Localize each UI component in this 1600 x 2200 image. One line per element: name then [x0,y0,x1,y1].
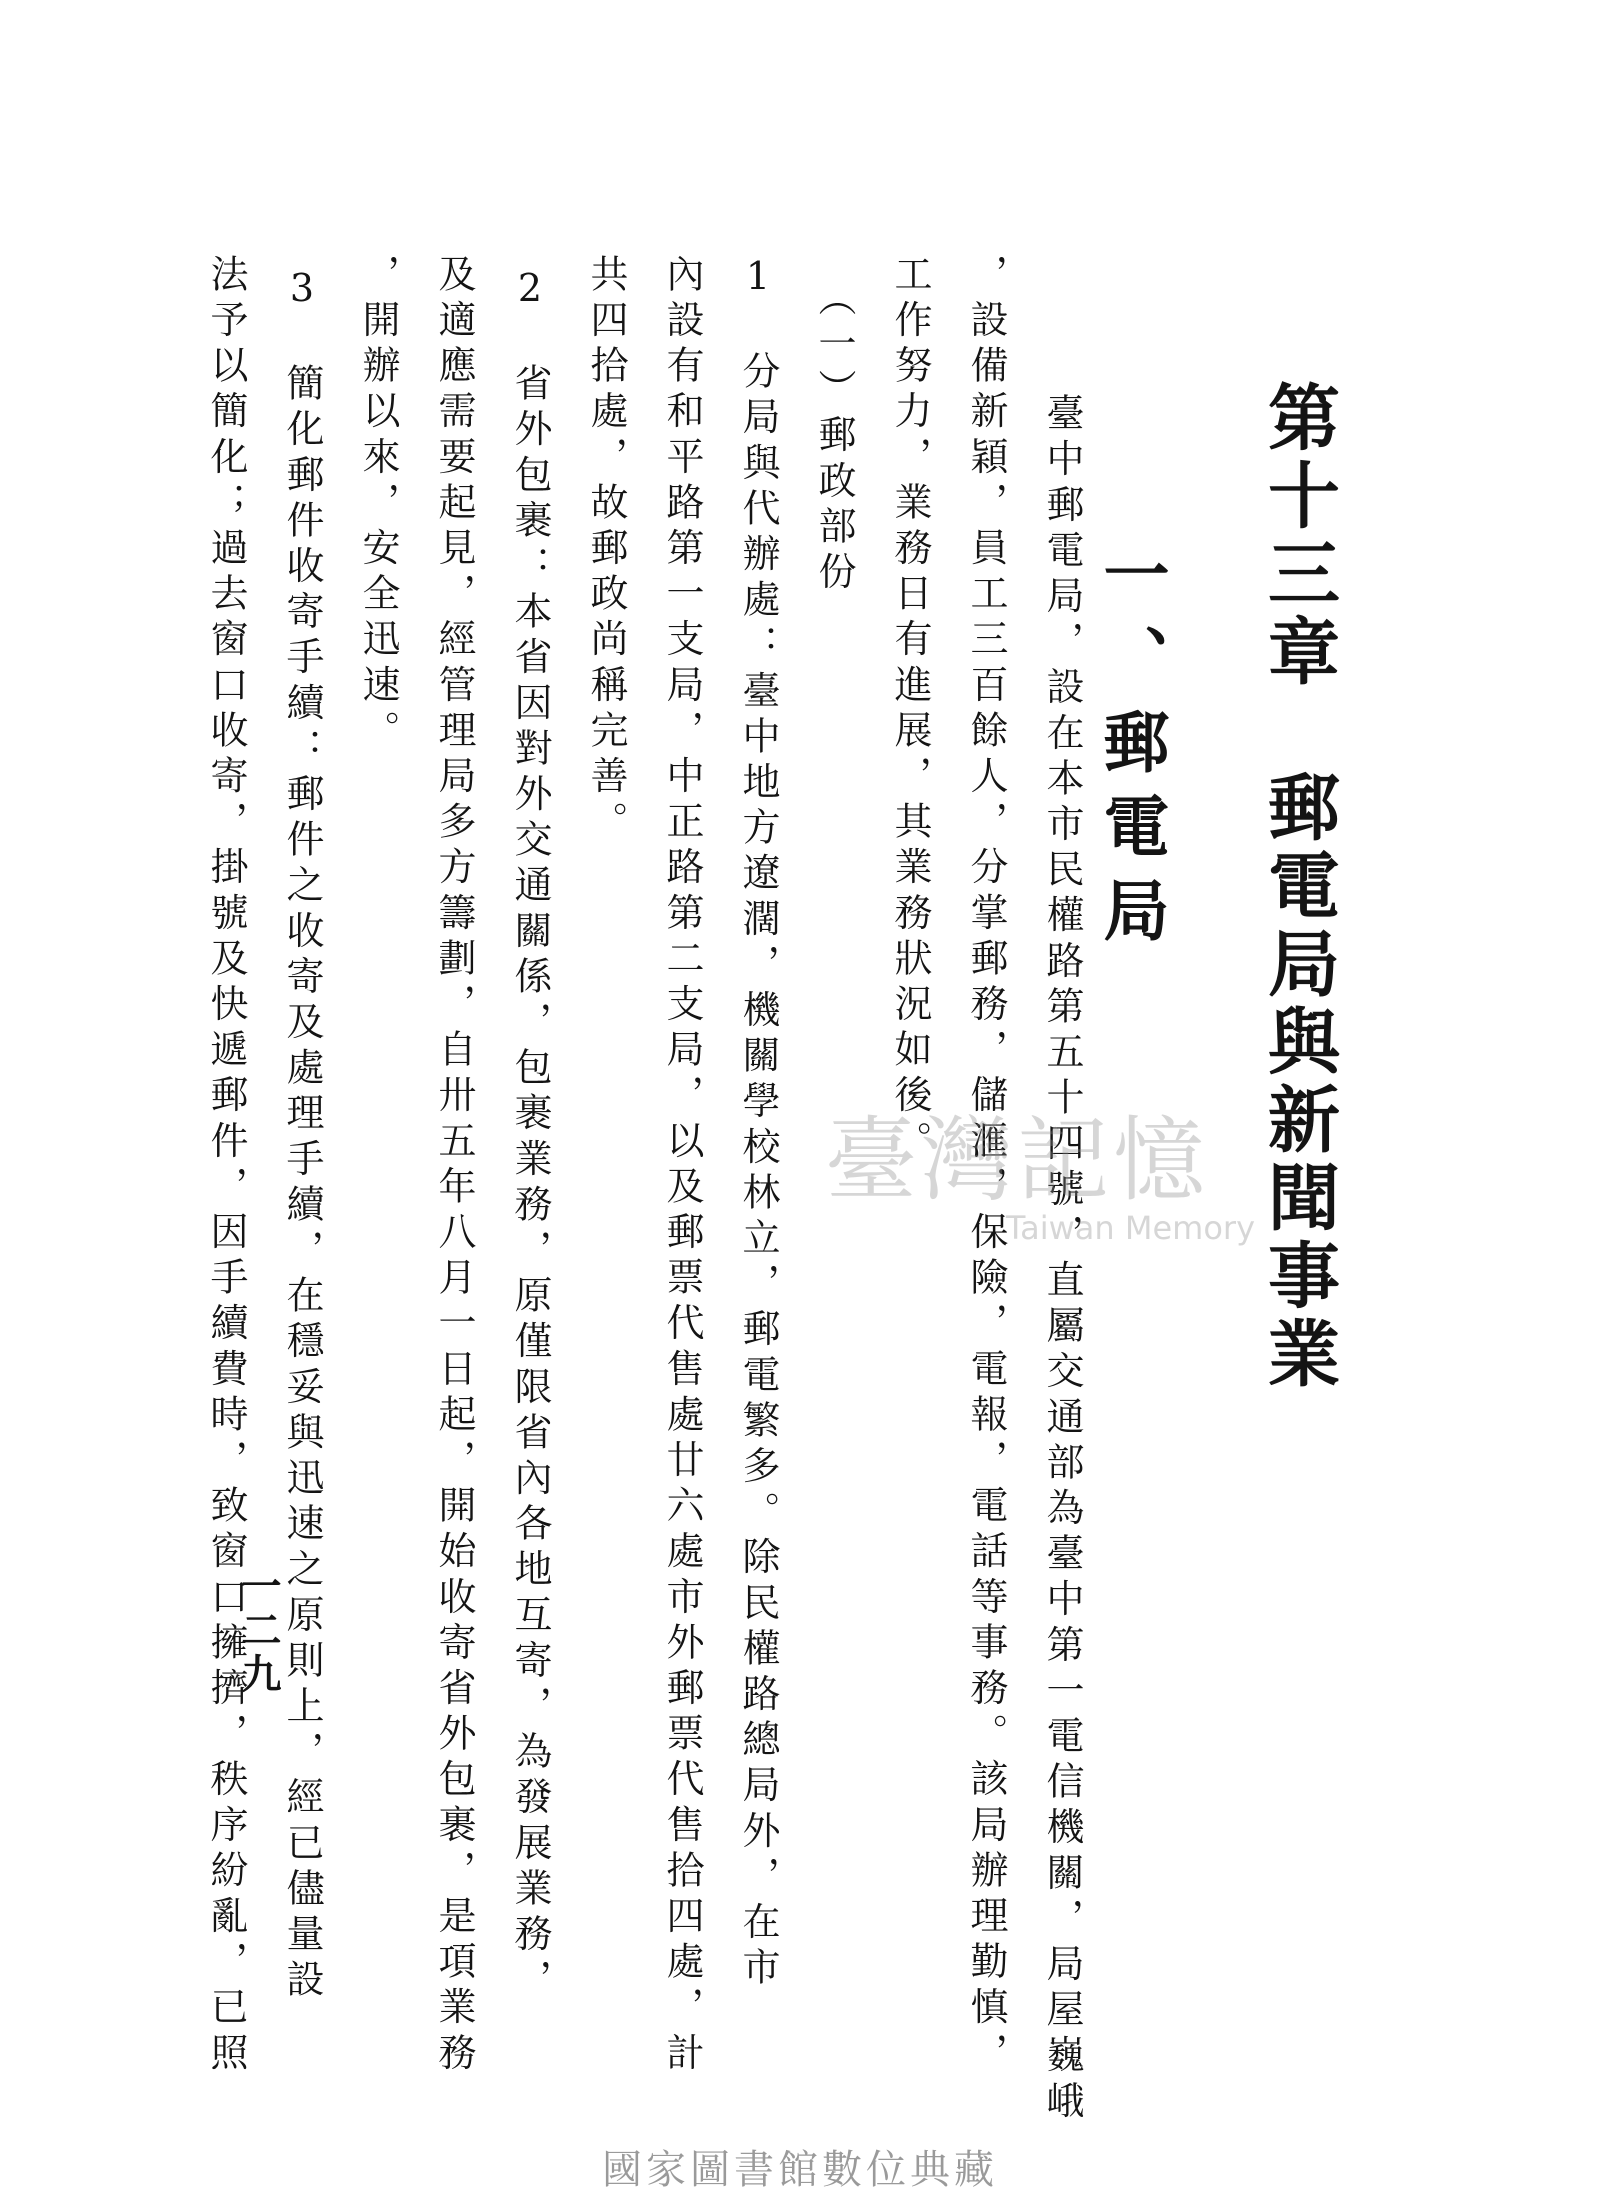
footer-credit: 國家圖書館數位典藏 [602,2147,998,2193]
body-column: 臺中郵電局，設在本市民權路第五十四號，直屬交通部為臺中第一電信機關，局屋巍峨 [1040,302,1084,2126]
watermark-mark: 臺灣記憶 [825,1107,1210,1214]
body-column: 工作努力，業務日有進展，其業務狀況如後。 [888,254,932,1166]
body-column: ，開辦以來，安全迅速。 [356,254,400,756]
body-column: 及適應需要起見，經管理局多方籌劃，自卅五年八月一日起，開始收寄省外包裹，是項業務 [432,254,476,2078]
body-column: 2 省外包裹：本省因對外交通關係，包裹業務，原僅限省內各地互寄，為發展業務， [508,266,552,2005]
page-number: 一二九 [235,1565,282,1697]
body-column: ，設備新穎，員工三百餘人，分掌郵務，儲滙，保險，電報，電話等事務。該局辦理勤慎， [964,254,1008,2078]
body-column: 法予以簡化；過去窗口收寄，掛號及快遞郵件，因手續費時，致窗口擁擠，秩序紛亂，已照 [204,254,248,2078]
chapter-title: 第十三章 郵電局與新聞事業 [1256,380,1341,1394]
body-column: 1 分局與代辦處：臺中地方遼濶，機關學校林立，郵電繁多。除民權路總局外，在市 [736,254,780,1993]
watermark-english: Taiwan Memory [1005,1209,1255,1247]
body-column: 3 簡化郵件收寄手續：郵件之收寄及處理手續，在穩妥與迅速之原則上，經已儘量設 [280,266,324,2005]
section-title: 一、郵電局 [1092,540,1170,960]
body-column: 共四拾處，故郵政尚稱完善。 [584,254,628,847]
body-column: 內設有和平路第一支局，中正路第二支局，以及郵票代售處廿六處市外郵票代售拾四處，計 [660,254,704,2078]
subsection-heading: （一）郵政部份 [812,278,856,598]
